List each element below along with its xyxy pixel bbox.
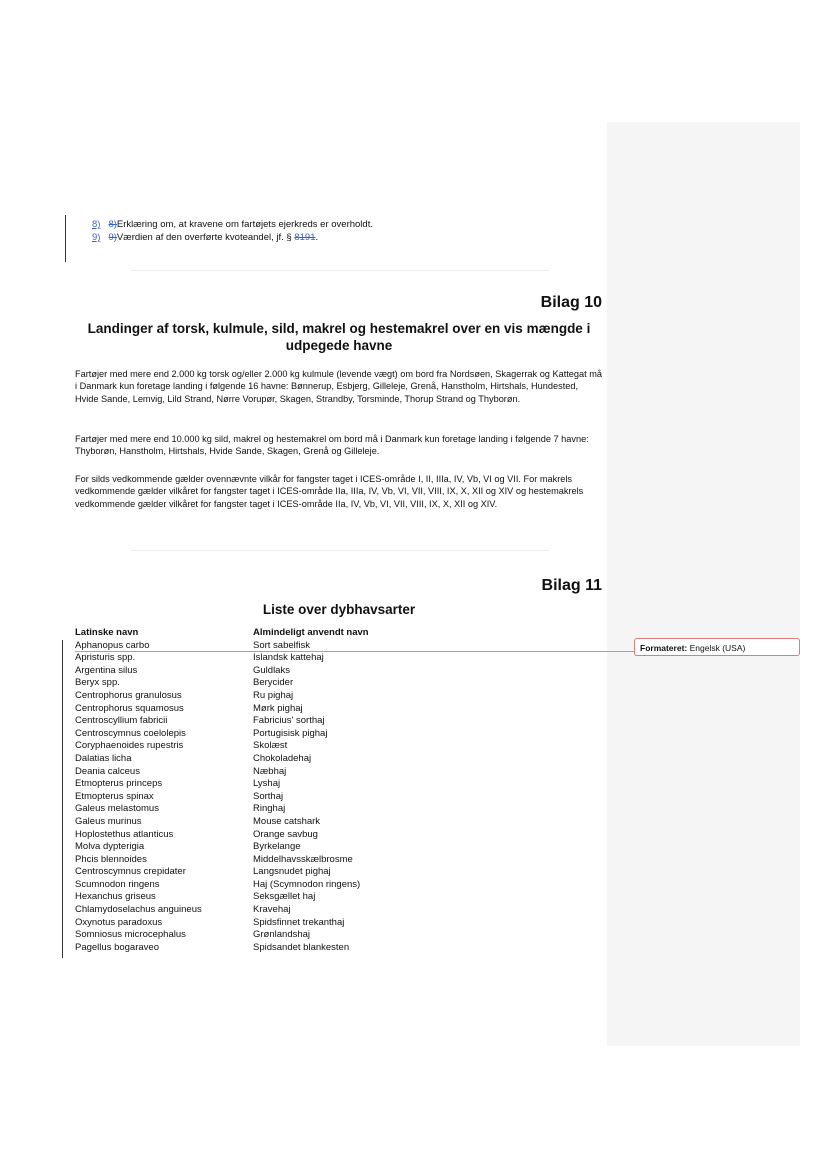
species-row [75, 778, 453, 791]
common-name: Skolæst [253, 740, 288, 752]
latin-name: Oxynotus paradoxus [75, 916, 163, 928]
species-row [75, 753, 453, 766]
latin-name: Beryx spp. [75, 677, 120, 689]
species-row [75, 917, 453, 930]
comment-value: Engelsk (USA) [689, 643, 746, 653]
common-name: Orange savbug [253, 828, 318, 840]
deleted-number: 8) [108, 219, 117, 230]
latin-name: Centrophorus squamosus [75, 702, 184, 714]
latin-name-header: Latinske navn [75, 627, 139, 638]
species-row [75, 942, 453, 955]
species-row [75, 728, 453, 741]
comment-label: Formateret: [640, 643, 688, 653]
latin-name: Galeus murinus [75, 815, 142, 827]
item-text: Erklæring om, at kravene om fartøjets ejerkreds er overholdt. [116, 219, 373, 230]
item-end: . [315, 232, 319, 243]
latin-name: Aphanopus carbo [75, 639, 150, 651]
species-row [75, 677, 453, 690]
species-row [75, 829, 453, 842]
common-name: Langsnudet pighaj [253, 866, 331, 878]
section-divider [130, 270, 550, 271]
latin-name: Etmopterus spinax [75, 790, 154, 802]
common-name: Ringhaj [253, 803, 286, 815]
common-name: Mørk pighaj [253, 702, 303, 714]
species-row [75, 766, 453, 779]
common-name: Berycider [253, 677, 294, 689]
common-name: Haj (Scymnodon ringens) [253, 878, 361, 890]
deleted-reference: 8191 [294, 232, 316, 243]
latin-name: Argentina silus [75, 664, 138, 676]
latin-name: Coryphaenoides rupestris [75, 740, 184, 752]
comment-connector [75, 651, 635, 652]
bilag10-paragraph: For silds vedkommende gælder ovennævnte vilkår for fangster taget i ICES-område I, II, IIIa, IV, Vb, VI og VII. For makrels vedkommende gælder vilkåret for fangster taget i ICES-område IIa, IIIa, IV, Vb, VI, VII, VIII, IX, X, XII og XIV og hestemakrels vedkommende gælder vilkåret for fangster taget i ICES-område IIa, IV, Vb, VI, VII, VIII, IX, X, XII og XIV. [75, 474, 584, 509]
tracked-item [75, 231, 603, 244]
markup-pane [607, 122, 800, 1046]
species-row [75, 652, 453, 665]
tracked-item [75, 218, 603, 231]
latin-name: Phcis blennoides [75, 853, 147, 865]
format-comment-balloon[interactable] [634, 638, 800, 656]
species-row [75, 854, 453, 867]
bilag10-paragraph: Fartøjer med mere end 2.000 kg torsk og/eller 2.000 kg kulmule (levende vægt) om bord fra Nordsøen, Skagerrak og Kattegat må i Danmark kun foretage landing i følgende 16 havne: Bønnerup, Esbjerg, Gilleleje, Grenå, Hanstholm, Hirtshals, Hundested, Hvide Sande, Lemvig, Lild Strand, Nørre Vorupør, Skagen, Strandby, Torsminde, Thorup Strand og Thyborøn. [75, 369, 603, 404]
inserted-number: 9) [92, 232, 101, 243]
latin-name: Etmopterus princeps [75, 778, 163, 790]
common-name: Portugisisk pighaj [253, 727, 328, 739]
species-row [75, 891, 453, 904]
change-bar [62, 640, 63, 958]
latin-name: Molva dypterigia [75, 841, 145, 853]
common-name: Sorthaj [253, 790, 284, 802]
common-name: Sort sabelfisk [253, 639, 311, 651]
common-name: Kravehaj [253, 904, 291, 916]
species-row [75, 703, 453, 716]
common-name-header: Almindeligt anvendt navn [253, 627, 369, 638]
latin-name: Hoplostethus atlanticus [75, 828, 174, 840]
bilag11-title: Liste over dybhavsarter [262, 602, 416, 617]
common-name: Spidsandet blankesten [253, 941, 350, 953]
common-name: Grønlandshaj [253, 929, 311, 941]
latin-name: Scumnodon ringens [75, 878, 160, 890]
common-name: Næbhaj [253, 765, 287, 777]
latin-name: Galeus melastomus [75, 803, 159, 815]
common-name: Byrkelange [253, 841, 301, 853]
latin-name: Pagellus bogaraveo [75, 941, 159, 953]
latin-name: Deania calceus [75, 765, 140, 777]
bilag11-label: Bilag 11 [541, 577, 602, 594]
common-name: Lyshaj [253, 778, 281, 790]
tracked-change-list [75, 218, 603, 244]
bilag10-label: Bilag 10 [540, 294, 602, 311]
bilag10-title: Landinger af torsk, kulmule, sild, makrel og hestemakrel over en vis mængde i udpegede havne [87, 321, 591, 353]
species-row [75, 803, 453, 816]
latin-name: Centroscymnus crepidater [75, 866, 186, 878]
latin-name: Somniosus microcephalus [75, 929, 186, 941]
species-row [75, 791, 453, 804]
common-name: Ru pighaj [253, 689, 294, 701]
species-rows [75, 640, 453, 955]
latin-name: Hexanchus griseus [75, 891, 156, 903]
species-row [75, 904, 453, 917]
species-row [75, 690, 453, 703]
species-row [75, 740, 453, 753]
latin-name: Centrophorus granulosus [75, 689, 182, 701]
common-name: Guldlaks [253, 664, 290, 676]
common-name: Fabricius' sorthaj [253, 715, 325, 727]
species-row [75, 665, 453, 678]
common-name: Mouse catshark [253, 815, 321, 827]
species-table [75, 627, 453, 954]
species-row [75, 929, 453, 942]
common-name: Middelhavsskælbrosme [253, 853, 353, 865]
species-row [75, 879, 453, 892]
common-name: Chokoladehaj [253, 752, 312, 764]
latin-name: Centroscymnus coelolepis [75, 727, 186, 739]
common-name: Islandsk kattehaj [253, 652, 324, 664]
item-text: Værdien af den overførte kvoteandel, jf. § [116, 232, 292, 243]
latin-name: Chlamydoselachus anguineus [75, 904, 202, 916]
species-table-header [75, 627, 453, 640]
latin-name: Dalatias licha [75, 752, 132, 764]
latin-name: Apristuris spp. [75, 652, 136, 664]
inserted-number: 8) [92, 219, 101, 230]
deleted-number: 9) [108, 232, 117, 243]
species-row [75, 866, 453, 879]
latin-name: Centroscyllium fabricii [75, 715, 168, 727]
species-row [75, 841, 453, 854]
species-row [75, 715, 453, 728]
section-divider [130, 550, 550, 551]
species-row [75, 816, 453, 829]
common-name: Seksgællet haj [253, 891, 316, 903]
bilag10-paragraph: Fartøjer med mere end 10.000 kg sild, makrel og hestemakrel om bord må i Danmark kun foretage landing i følgende 7 havne: Thyborøn, Hanstholm, Hirtshals, Hvide Sande, Skagen, Grenå og Gilleleje. [75, 434, 589, 457]
common-name: Spidsfinnet trekanthaj [253, 916, 345, 928]
change-bar [65, 215, 66, 262]
